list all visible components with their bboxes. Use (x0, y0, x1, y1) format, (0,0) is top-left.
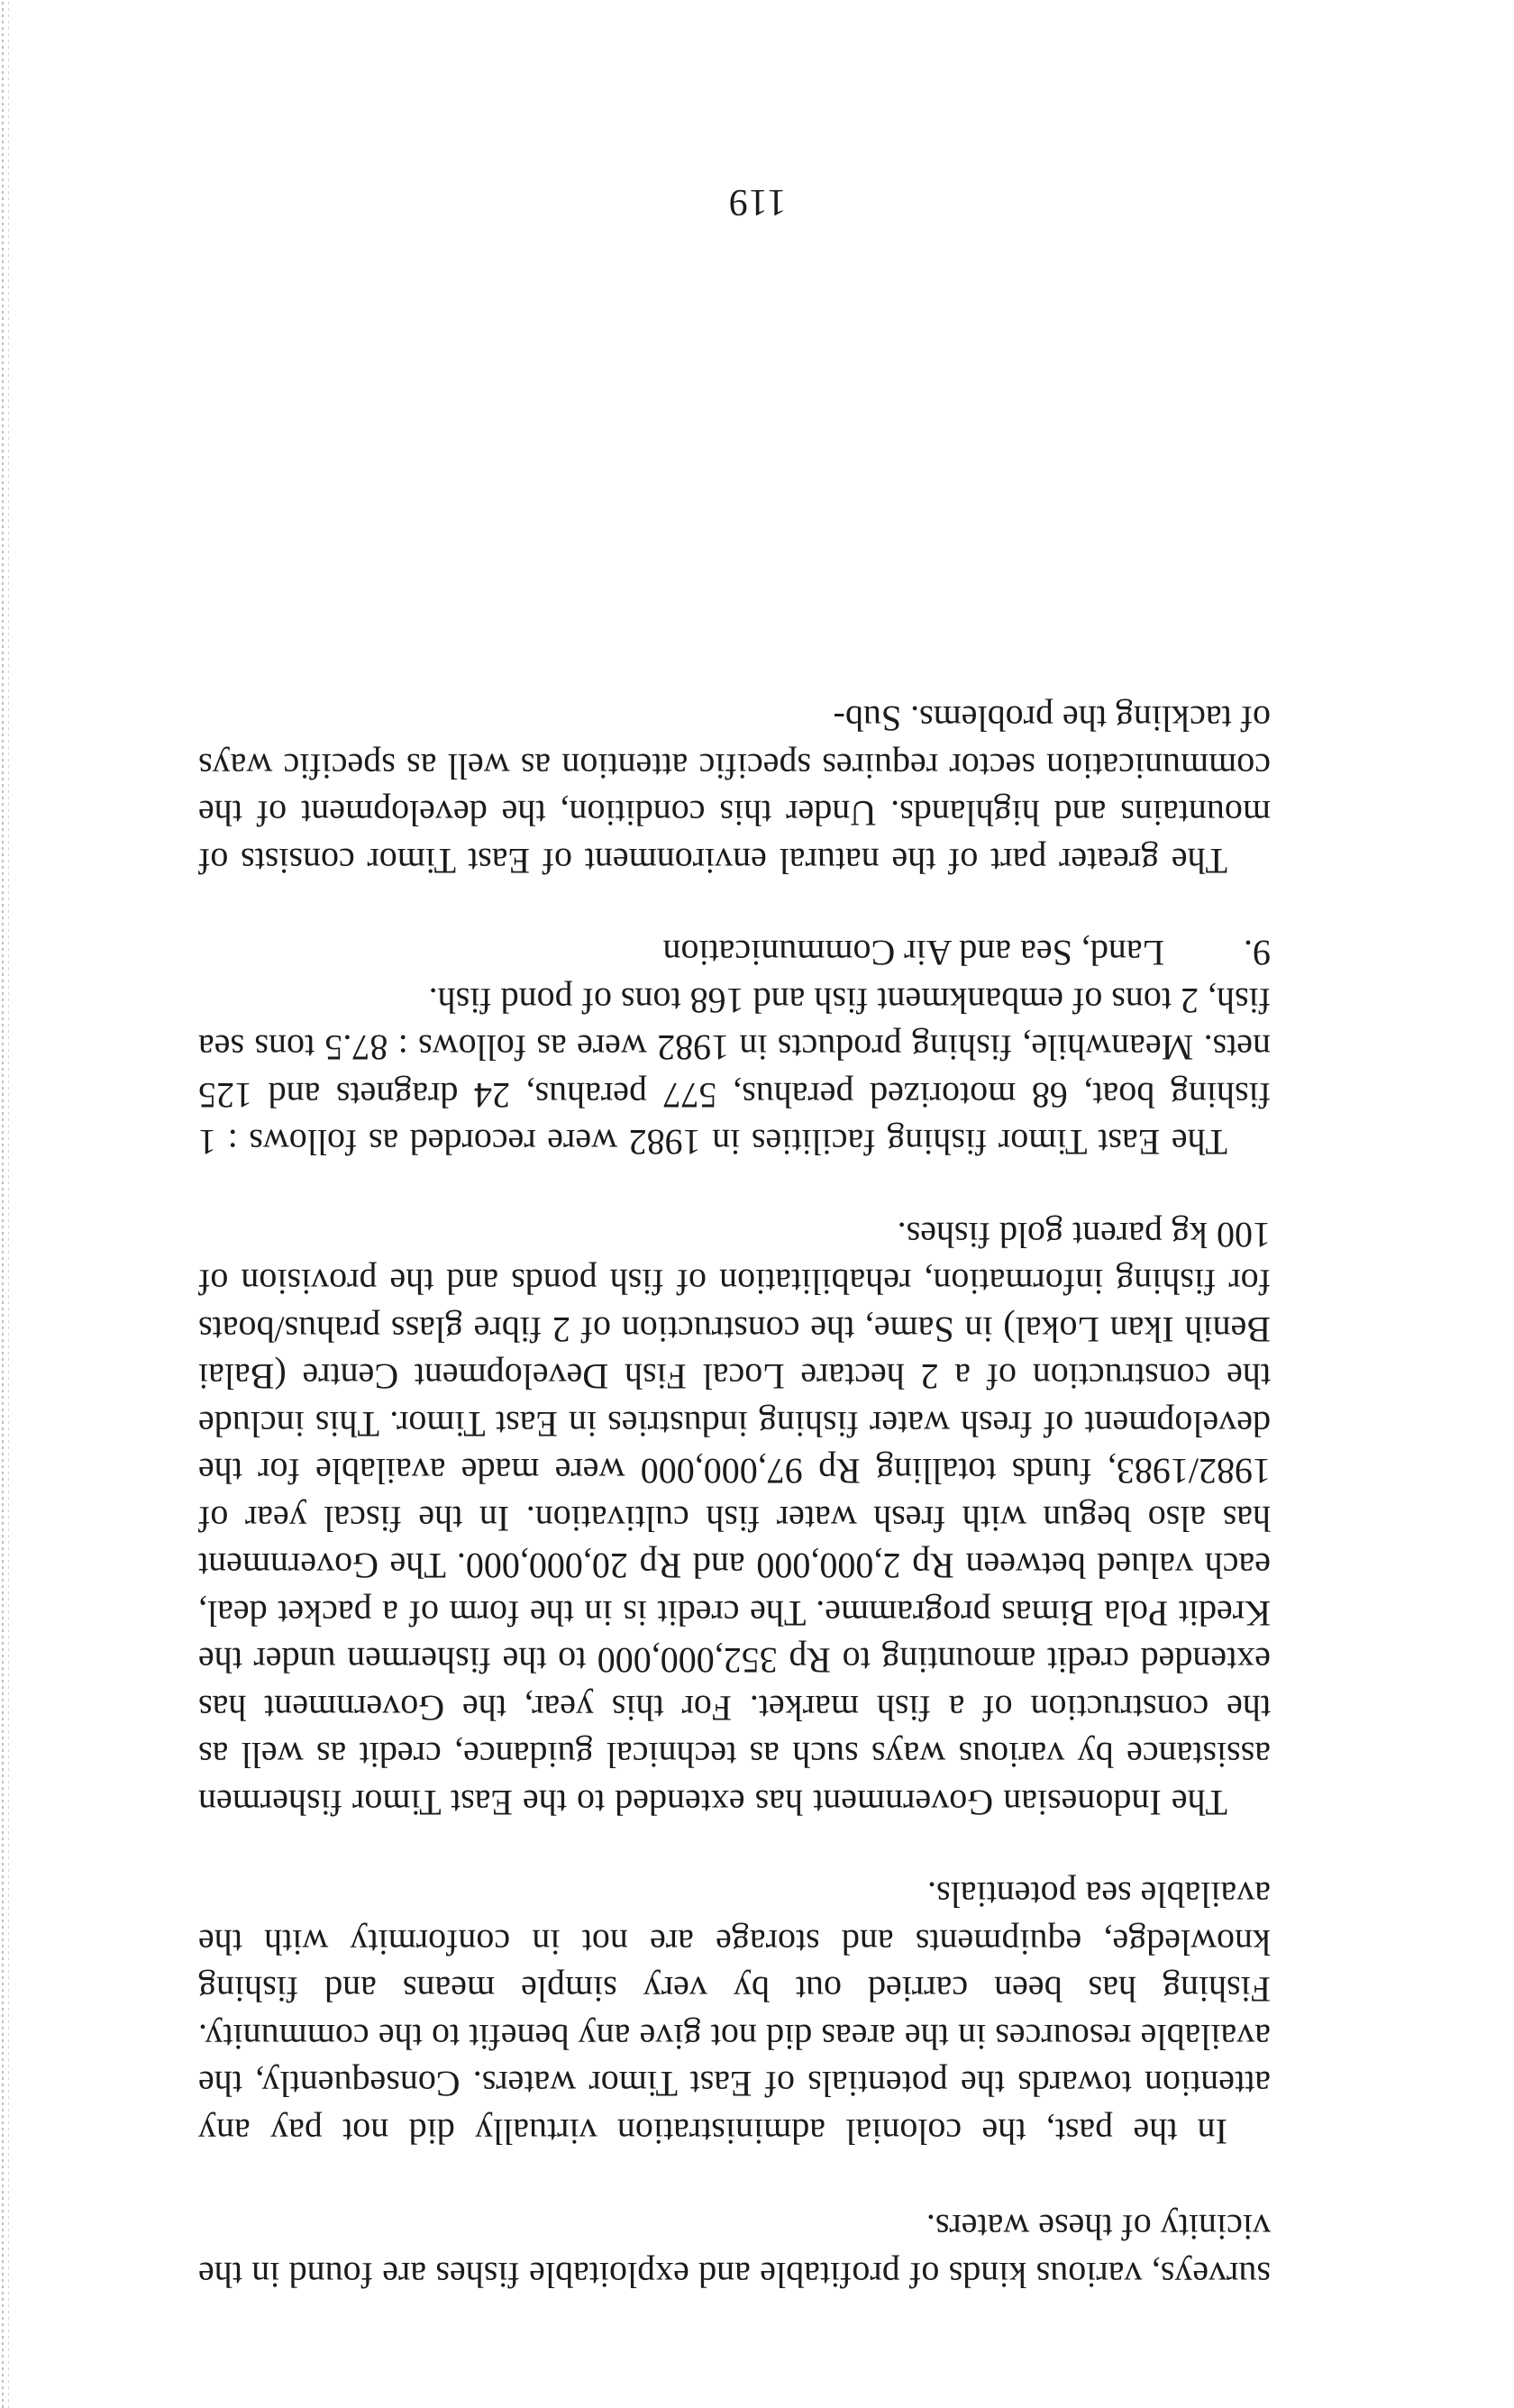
paragraph-continued: surveys, various kinds of profitable and exploitable fishes are found in the vicinity of these waters. (198, 2207, 1271, 2295)
paragraph-colonial-administration: In the past, the colonial administration virtually did not pay any attention towards the potentials of East Timor waters. Consequently, the available resources in the areas did not give any benefit to the community. Fishing has been carried out by very simple means and fishing knowledge, equipments and storage are not in conformity with the available sea potentials. (198, 1874, 1271, 2152)
scan-gutter-line (2, 0, 4, 2408)
page-number: 119 (727, 181, 787, 223)
section-title: Land, Sea and Air Communication (662, 933, 1164, 974)
paragraph-government-assistance: The Indonesian Government has extended to the East Timor fishermen assistance by various ways such as technical guidance, credit as well as the construction of a fish market. For this year, the Government has extended credit amounting to Rp 352,000,000 to the fishermen under the Kredit Pola Bimas programme. The credit is in the form of a packet deal, each valued between Rp 2,000,000 and Rp 20,000,000. The Government has also begun with fresh water fish cultivation. In the fiscal year of 1982/1983, funds totalling Rp 97,000,000 were made available for the development of fresh water fishing industries in East Timor. This include the construction of a 2 hectare Local Fish Development Centre (Balai Benih Ikan Lokal) in Same, the construction of 2 fibre glass prahus/boats for fishing information, rehabilitation of fish ponds and the provision of 100 kg parent gold fishes. (198, 1215, 1271, 1823)
scan-gutter-line-faint (8, 0, 9, 2408)
section-heading (198, 929, 1271, 977)
paragraph-natural-environment: The greater part of the natural environment of East Timor consists of mountains and highlands. Under this condition, the development of the communication sector requires specific attention as well as specific ways of tackling the problems. Sub- (198, 698, 1271, 881)
section-number: 9. (1244, 933, 1271, 974)
body-text (198, 695, 1271, 2298)
paragraph-fishing-facilities: The East Timor fishing facilities in 1982 were recorded as follows : 1 fishing boat, 68 motorized perahus, 577 perahus, 24 dragnets and 125 nets. Meanwhile, fishing products in 1982 were as follows : 87.5 tons sea fish, 2 tons of embankment fish and 168 tons of pond fish. (198, 981, 1271, 1163)
